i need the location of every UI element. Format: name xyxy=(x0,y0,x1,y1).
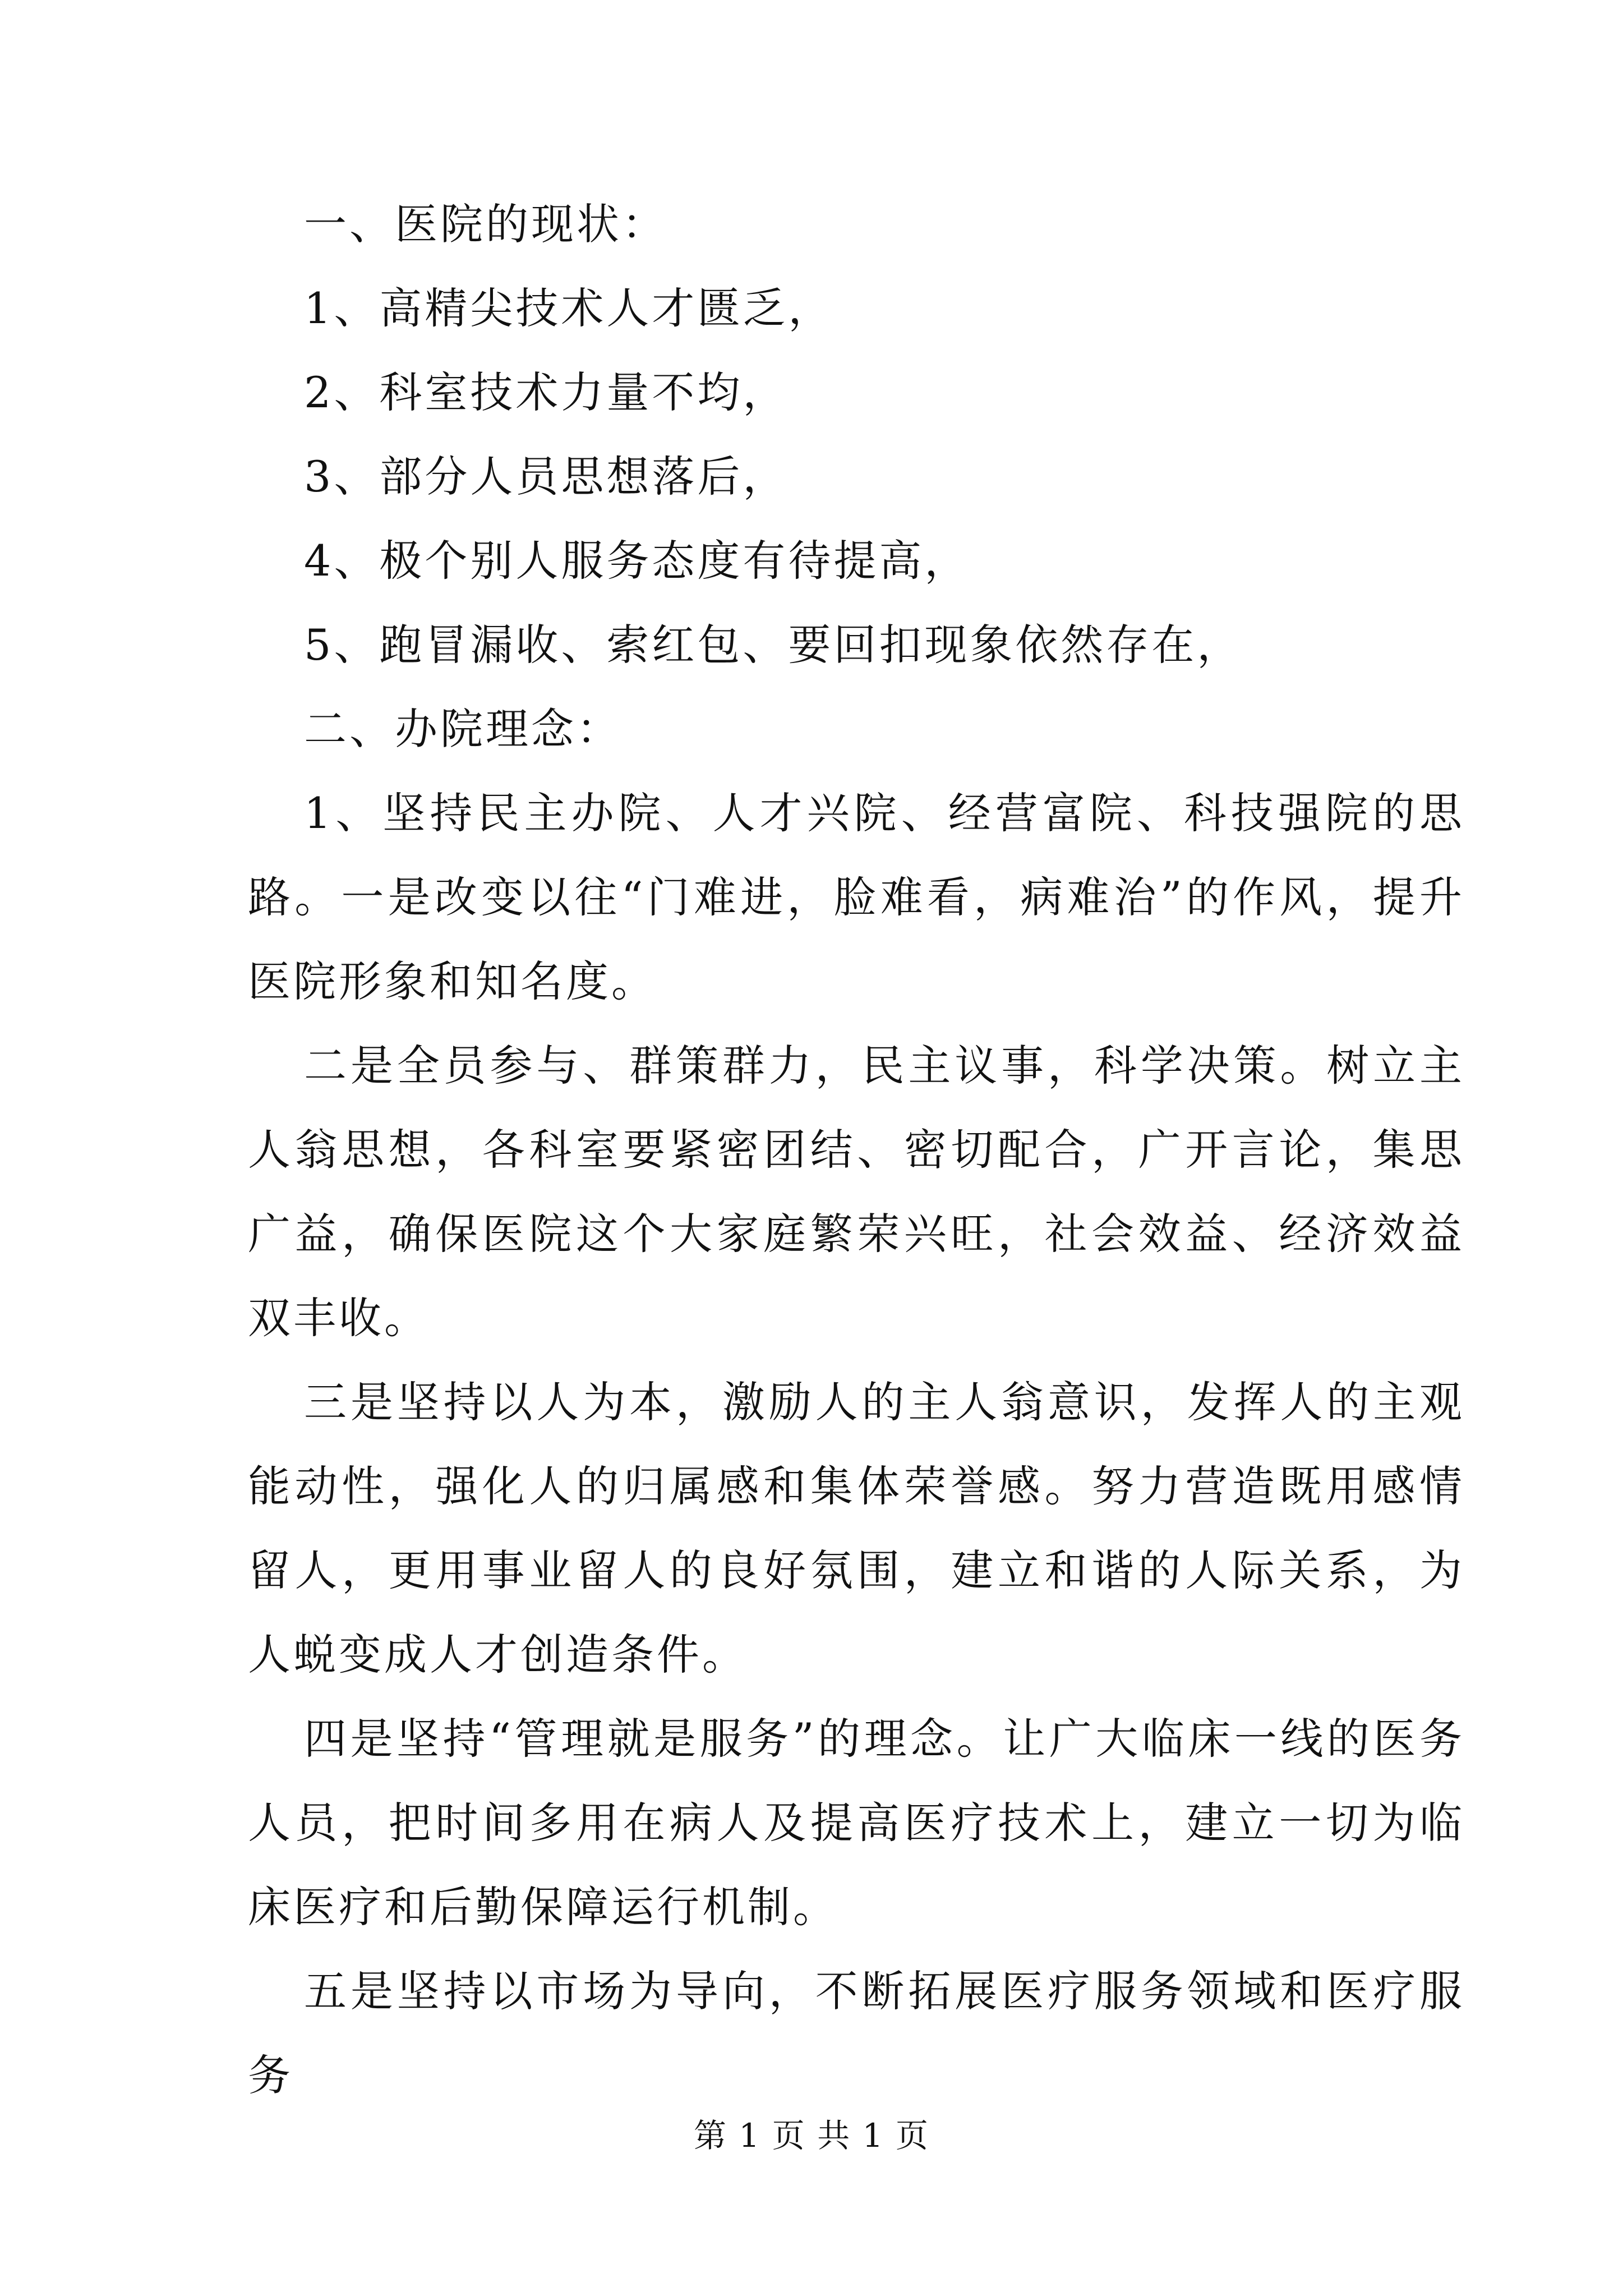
section-heading-status: 一、医院的现状： xyxy=(304,199,667,249)
document-body xyxy=(248,182,1465,2118)
list-item: 3、部分人员思想落后， xyxy=(304,452,789,501)
list-item: 2、科室技术力量不均， xyxy=(304,367,789,417)
body-paragraph: 三是坚持以人为本，激励人的主人翁意识，发挥人的主观能动性，强化人的归属感和集体荣誉感。努力营造既用感情留人，更用事业留人的良好氛围，建立和谐的人际关系，为人蜕变成人才创造条件。 xyxy=(248,1377,1465,1680)
body-paragraph: 五是坚持以市场为导向，不断拓展医疗服务领域和医疗服务 xyxy=(248,1966,1465,2100)
body-paragraph: 二是全员参与、群策群力，民主议事，科学决策。树立主人翁思想，各科室要紧密团结、密切配合，广开言论，集思广益，确保医院这个大家庭繁荣兴旺，社会效益、经济效益双丰收。 xyxy=(248,1041,1465,1343)
body-paragraph: 1、坚持民主办院、人才兴院、经营富院、科技强院的思路。一是改变以往“门难进，脸难看，病难治”的作风，提升医院形象和知名度。 xyxy=(248,788,1465,1006)
list-item: 5、跑冒漏收、索红包、要回扣现象依然存在， xyxy=(304,620,1243,670)
section-heading-philosophy: 二、办院理念： xyxy=(304,704,622,754)
list-item: 1、高精尖技术人才匮乏， xyxy=(304,283,834,333)
page-number-footer: 第 1 页 共 1 页 xyxy=(694,2116,929,2155)
body-paragraph: 四是坚持“管理就是服务”的理念。让广大临床一线的医务人员，把时间多用在病人及提高医疗技术上，建立一切为临床医疗和后勤保障运行机制。 xyxy=(248,1714,1465,1932)
list-item: 4、极个别人服务态度有待提高， xyxy=(304,536,970,586)
